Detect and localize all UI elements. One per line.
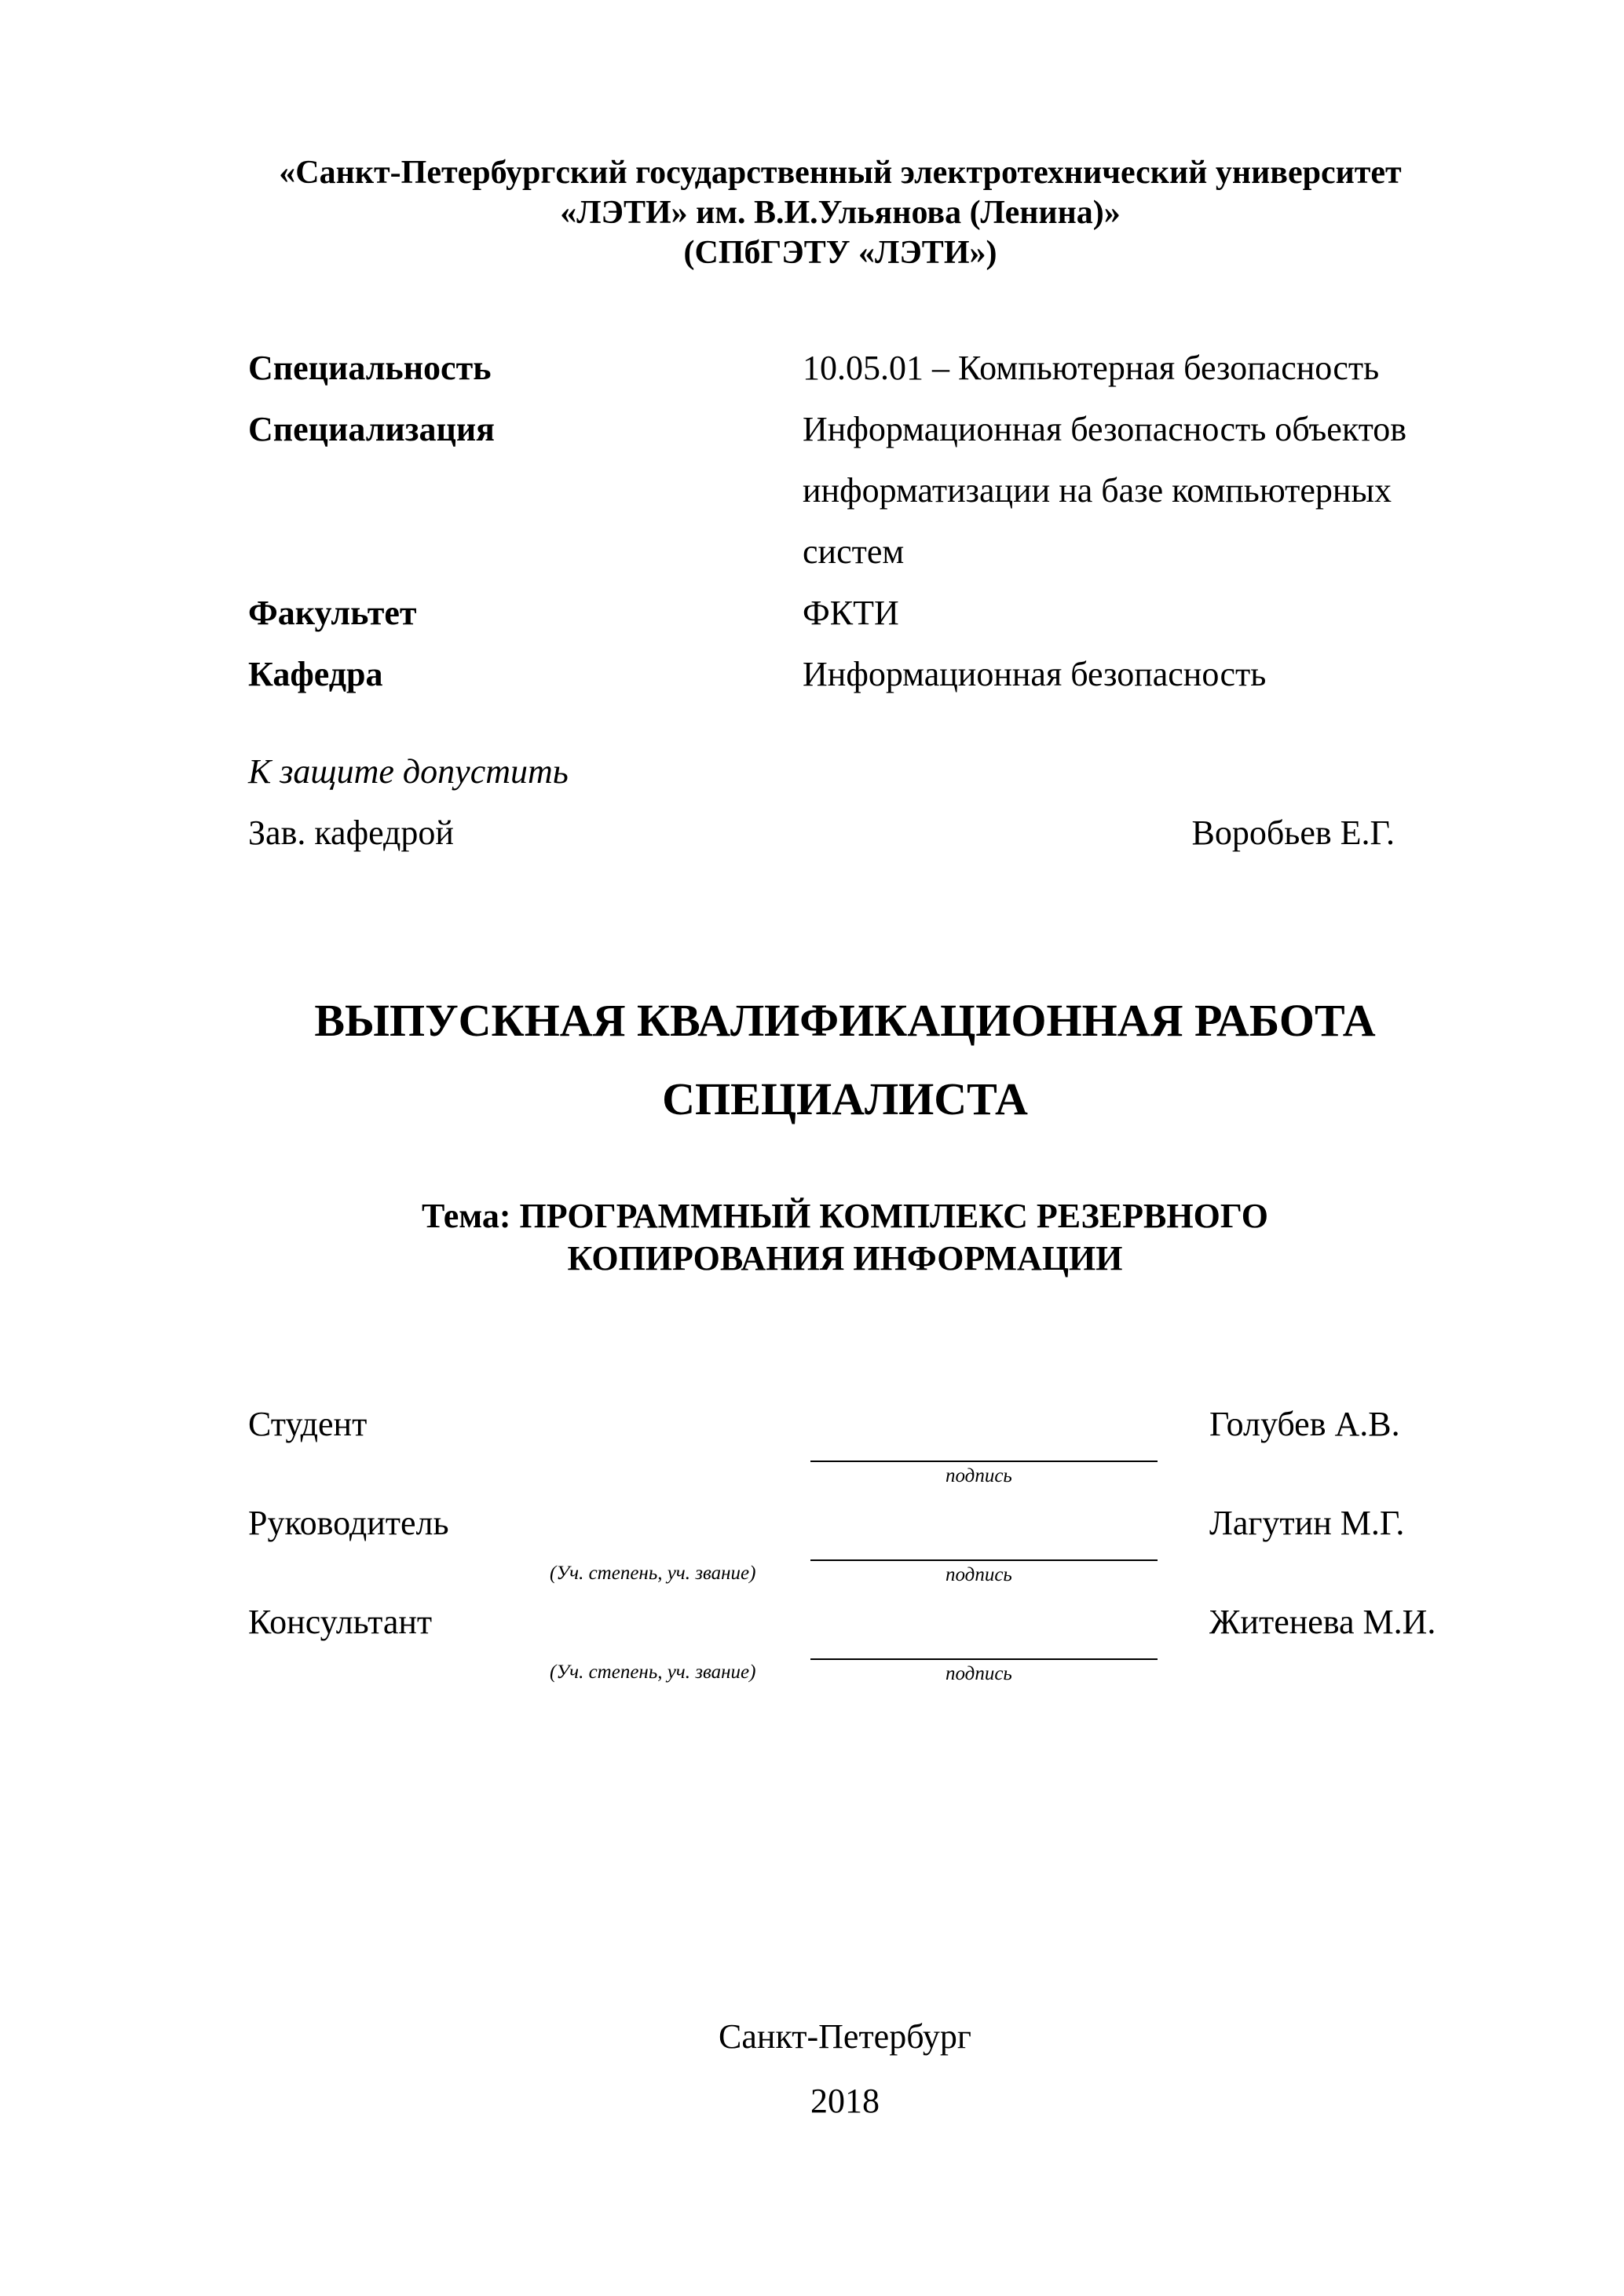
consultant-name: Житенева М.И. [1209,1603,1436,1641]
student-name: Голубев А.В. [1209,1405,1400,1443]
thesis-topic-line-1: Тема: ПРОГРАММНЫЙ КОМПЛЕКС РЕЗЕРВНОГО [422,1197,1268,1235]
supervisor-role: Руководитель [248,1504,449,1542]
university-header [28,153,1624,273]
faculty-value: ФКТИ [803,594,899,632]
student-signature-line [810,1461,1158,1462]
specialty-value: 10.05.01 – Компьютерная безопасность [803,349,1380,387]
department-row [248,644,1505,705]
supervisor-degree-caption: (Уч. степень, уч. звание) [550,1563,756,1584]
thesis-topic [33,1195,1624,1280]
student-signature-caption: подпись [946,1465,1012,1486]
department-head-name: Воробьев Е.Г. [1191,813,1395,852]
supervisor-name: Лагутин М.Г. [1209,1504,1405,1542]
footer-year: 2018 [810,2082,880,2120]
admission-block [248,741,1395,864]
university-abbreviation: (СПбГЭТУ «ЛЭТИ») [683,235,997,271]
specialization-row [248,399,1505,583]
university-name-line-1: «Санкт-Петербургский государственный электротехнический университет [279,155,1402,191]
document-title-line-1: ВЫПУСКНАЯ КВАЛИФИКАЦИОННАЯ РАБОТА [314,995,1376,1046]
faculty-label: Факультет [248,594,417,632]
consultant-role: Консультант [248,1603,433,1641]
admission-row [248,803,1395,864]
thesis-topic-line-2: КОПИРОВАНИЯ ИНФОРМАЦИИ [567,1239,1123,1278]
document-title [33,982,1624,1139]
specialty-row [248,338,1505,399]
consultant-degree-caption: (Уч. степень, уч. звание) [550,1662,756,1683]
student-role: Студент [248,1405,368,1443]
specialization-label: Специализация [248,410,495,448]
supervisor-signature-caption: подпись [946,1564,1012,1585]
info-table [248,338,1505,705]
faculty-row [248,583,1505,644]
department-value: Информационная безопасность [803,655,1267,693]
consultant-signature-caption: подпись [946,1663,1012,1684]
department-head-role: Зав. кафедрой [248,813,454,852]
document-title-line-2: СПЕЦИАЛИСТА [662,1073,1028,1124]
department-label: Кафедра [248,655,383,693]
footer-city: Санкт-Петербург [719,2017,971,2056]
consultant-signature-line [810,1658,1158,1660]
specialization-value: Информационная безопасность объектов информатизации на базе компьютерных систем [803,410,1407,571]
university-name-line-2: «ЛЭТИ» им. В.И.Ульянова (Ленина)» [560,195,1121,231]
admission-text: К защите допустить [248,752,569,791]
supervisor-signature-line [810,1559,1158,1561]
specialty-label: Специальность [248,349,492,387]
